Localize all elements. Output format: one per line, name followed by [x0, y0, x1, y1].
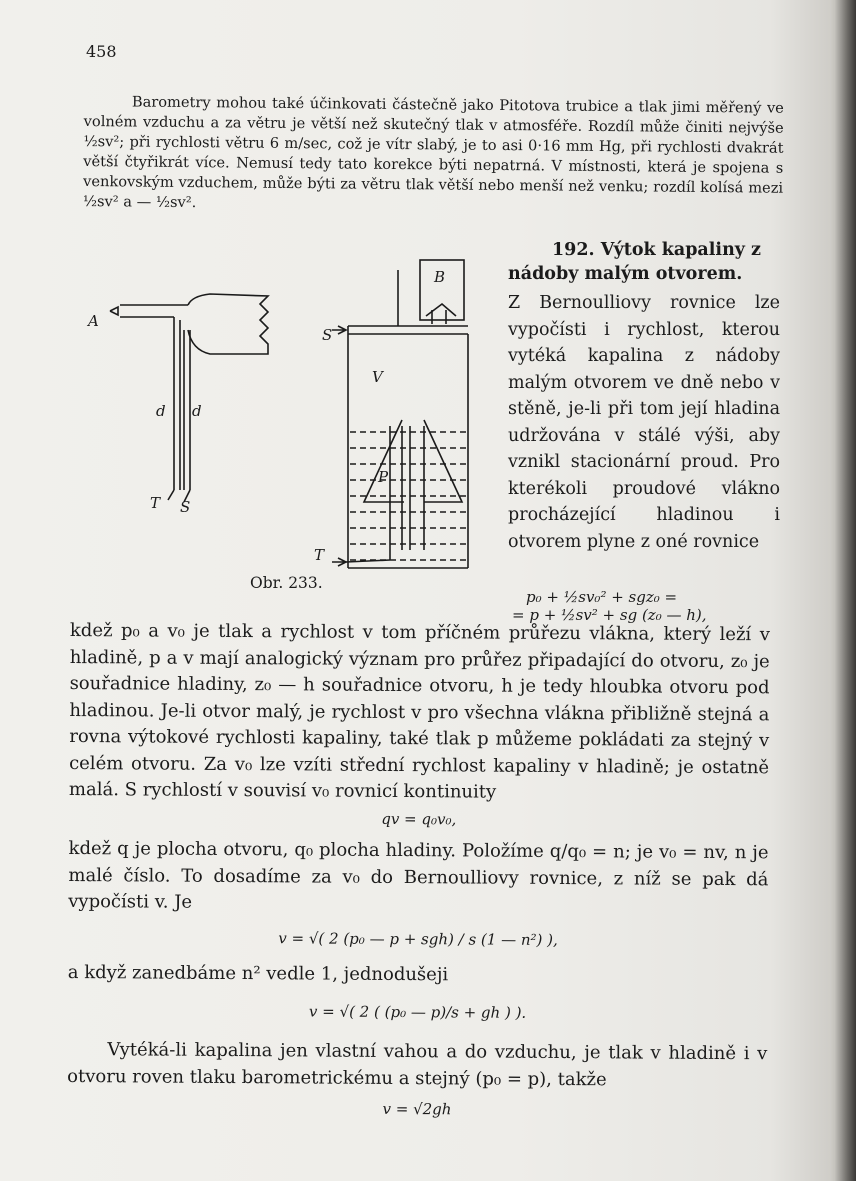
- main-body-text: [67, 618, 770, 1125]
- body-paragraph-3: a když zanedbáme n² vedle 1, jednodušeji: [67, 961, 449, 986]
- label-T-left: T: [150, 494, 161, 512]
- right-column-text: Z Bernoulliovy rovnice lze vypočísti i rychlost, kterou vytéká kapalina z nádoby malým otvorem ve dně nebo v stěně, je-li při tom její hladina udržována v stálé výši, aby vznikl stacionární proud. Pro kterékoli proudové vlákno procházející hladinou i otvorem plyne z oné rovnice: [508, 293, 780, 552]
- right-column-paragraph: [508, 290, 780, 555]
- figure-233: [80, 250, 500, 590]
- label-P: P: [378, 468, 389, 486]
- pitot-tube-figure: [110, 294, 268, 502]
- barometer-paragraph: [83, 92, 784, 219]
- label-d-right: d: [192, 402, 202, 420]
- figure-caption: Obr. 233.: [250, 574, 323, 592]
- label-B: B: [434, 268, 446, 286]
- page-binding-edge: [834, 0, 856, 1181]
- label-S-left: S: [180, 498, 191, 516]
- body-paragraph-1: kdež p₀ a v₀ je tlak a rychlost v tom příčném průřezu vlákna, který leží v hladině, p a v mají analogický význam pro průřez připadající do otvoru, z₀ je souřadnice hladiny, z₀ — h souřadnice otvoru, h je tedy hloubka otvoru pod hladinou. Je-li otvor malý, je rychlost v pro všechna vlákna přibližně stejná a rovna výtokové rychlosti kapaliny, také tlak p můžeme pokládati za stejný v celém otvoru. Za v₀ lze vzíti střední rychlost kapaliny v hladině; je ostatně malá. S rychlostí v souvisí v₀ rovnicí kontinuity: [68, 619, 770, 803]
- section-number: 192.: [552, 240, 595, 260]
- continuity-equation: qv = q₀v₀,: [381, 809, 457, 828]
- label-T-right: T: [314, 546, 325, 564]
- label-A: A: [88, 312, 99, 330]
- vessel-figure: [332, 260, 468, 568]
- velocity-formula-simplified: v = √( 2 ( (p₀ — p)/s + gh ) ).: [308, 1001, 527, 1022]
- label-V: V: [372, 368, 383, 386]
- bernoulli-line1: p₀ + ½sv₀² + sgz₀ =: [526, 588, 678, 606]
- section-title: Výtok kapaliny z nádoby malým otvorem.: [508, 240, 761, 284]
- body-paragraph-2: kdež q je plocha otvoru, q₀ plocha hladiny. Položíme q/q₀ = n; je v₀ = nv, n je malé číslo. To dosadíme za v₀ do Bernoulliovy rovnice, z níž se pak dá vypočísti v. Je: [68, 837, 769, 913]
- barometer-paragraph-text: Barometry mohou také účinkovati částečně jako Pitotova trubice a tlak jimi měřený ve volném vzduchu a za větru je větší než skutečný tlak v atmosféře. Rozdíl může činiti nejvýše ½sv²; při rychlosti větru 6 m/sec, což je vítr slabý, je to asi 0·16 mm Hg, při rychlosti dvakrát větší čtyřikrát více. Nemusí tedy tato korekce býti nepatrná. V místnosti, která je spojena s venkovským vzduchem, může býti za větru tlak větší nebo menší než venku; rozdíl kolísá mezi ½sv² a — ½sv².: [82, 93, 784, 212]
- velocity-formula-full: v = √( 2 (p₀ — p + sgh) / s (1 — n²) ),: [278, 928, 558, 949]
- section-heading: [508, 238, 784, 286]
- body-paragraph-4: Vytéká-li kapalina jen vlastní vahou a do vzduchu, je tlak v hladině i v otvoru roven tlaku barometrickému a stejný (p₀ = p), takže: [67, 1039, 768, 1090]
- label-d-left: d: [156, 402, 166, 420]
- torricelli-formula: v = √2gh: [382, 1099, 452, 1119]
- page-number: 458: [86, 42, 117, 61]
- bernoulli-line2: = p + ½sv² + sg (z₀ — h),: [512, 606, 707, 624]
- label-S-right: S: [322, 326, 333, 344]
